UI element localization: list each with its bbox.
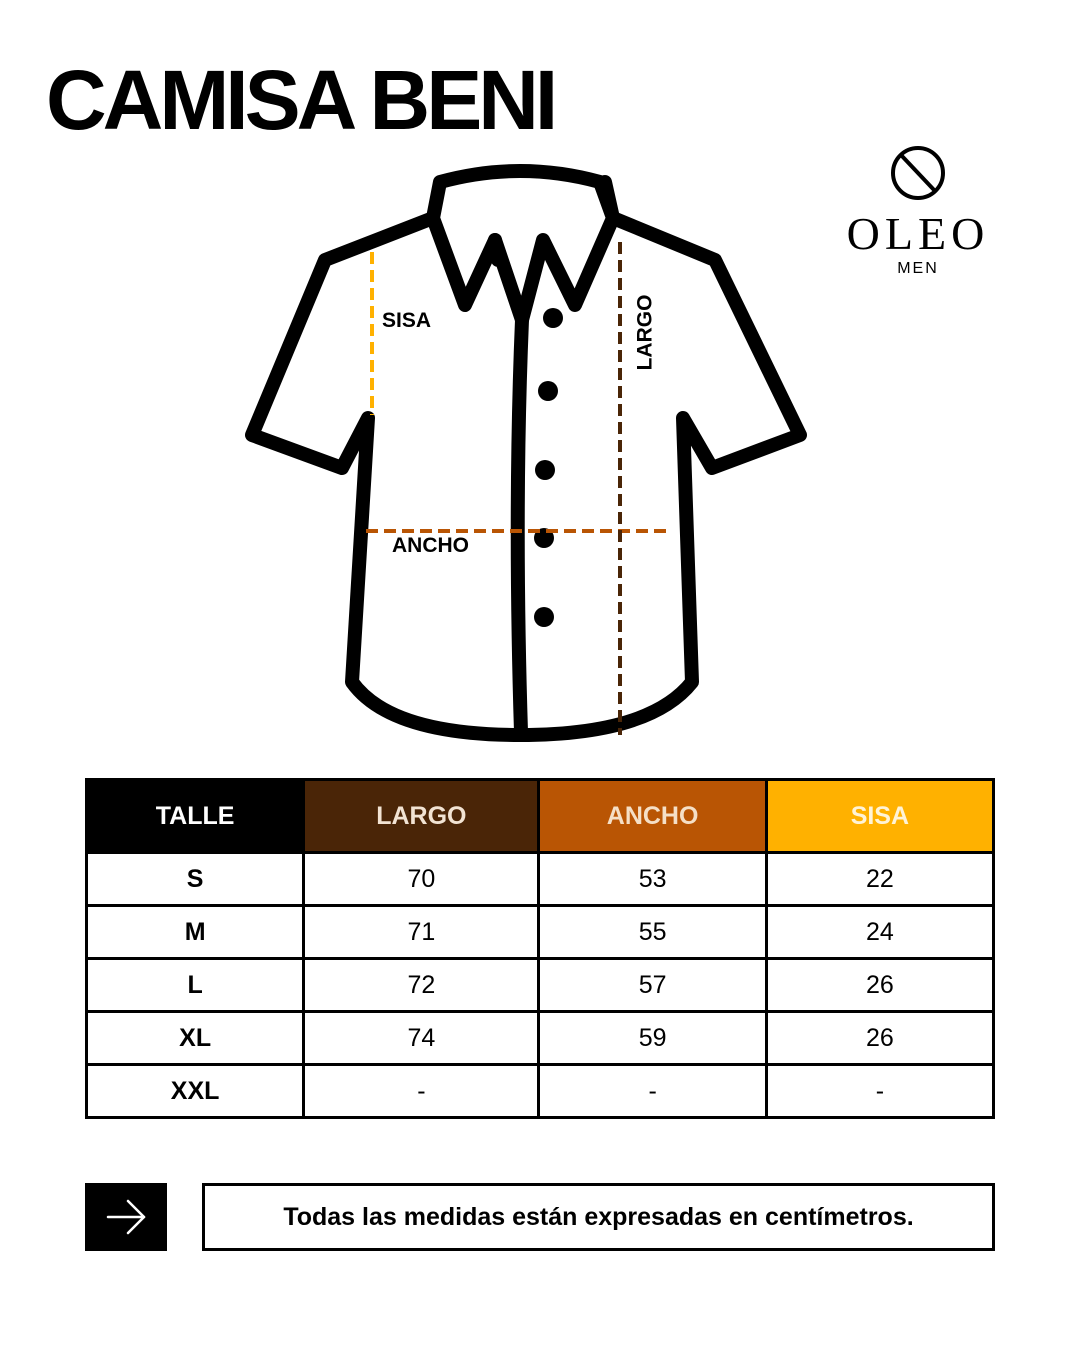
- table-row: [87, 959, 994, 1012]
- header-talle: TALLE: [87, 780, 304, 853]
- brand-logo: [830, 145, 1006, 285]
- ancho-cell: 55: [539, 906, 766, 959]
- largo-cell: 72: [304, 959, 539, 1012]
- shirt-diagram: [240, 160, 810, 750]
- ancho-label: ANCHO: [392, 534, 469, 557]
- header-largo: LARGO: [304, 780, 539, 853]
- sisa-cell: 22: [766, 853, 993, 906]
- ancho-cell: 59: [539, 1012, 766, 1065]
- table-row: [87, 906, 994, 959]
- arrow-badge: [85, 1183, 167, 1251]
- table-row: [87, 1065, 994, 1118]
- largo-cell: 74: [304, 1012, 539, 1065]
- ancho-cell: -: [539, 1065, 766, 1118]
- largo-label: LARGO: [633, 294, 657, 371]
- table-header-row: [87, 780, 994, 853]
- shirt-button: [543, 308, 563, 328]
- header-sisa: SISA: [766, 780, 993, 853]
- shirt-button: [534, 607, 554, 627]
- shirt-button: [535, 460, 555, 480]
- shirt-collar: [433, 171, 613, 320]
- size-table: [85, 778, 995, 1119]
- arrow-right-icon: [104, 1197, 148, 1237]
- table-row: [87, 853, 994, 906]
- shirt-placket: [518, 320, 522, 732]
- table-row: [87, 1012, 994, 1065]
- circle-x-icon: [888, 145, 948, 201]
- ancho-cell: 53: [539, 853, 766, 906]
- header-ancho: ANCHO: [539, 780, 766, 853]
- sisa-cell: 24: [766, 906, 993, 959]
- brand-subtitle: MEN: [897, 260, 939, 277]
- page-title: CAMISA BENI: [46, 53, 555, 147]
- units-note: Todas las medidas están expresadas en centímetros.: [202, 1183, 995, 1251]
- shirt-buttons: [534, 308, 563, 627]
- sisa-cell: 26: [766, 959, 993, 1012]
- sisa-label: SISA: [382, 309, 432, 332]
- largo-cell: 70: [304, 853, 539, 906]
- shirt-button: [538, 381, 558, 401]
- largo-cell: 71: [304, 906, 539, 959]
- brand-name: OLEO: [846, 208, 990, 259]
- size-cell: M: [87, 906, 304, 959]
- size-cell: XXL: [87, 1065, 304, 1118]
- sisa-cell: -: [766, 1065, 993, 1118]
- ancho-cell: 57: [539, 959, 766, 1012]
- largo-cell: -: [304, 1065, 539, 1118]
- size-cell: S: [87, 853, 304, 906]
- size-cell: XL: [87, 1012, 304, 1065]
- size-cell: L: [87, 959, 304, 1012]
- sisa-cell: 26: [766, 1012, 993, 1065]
